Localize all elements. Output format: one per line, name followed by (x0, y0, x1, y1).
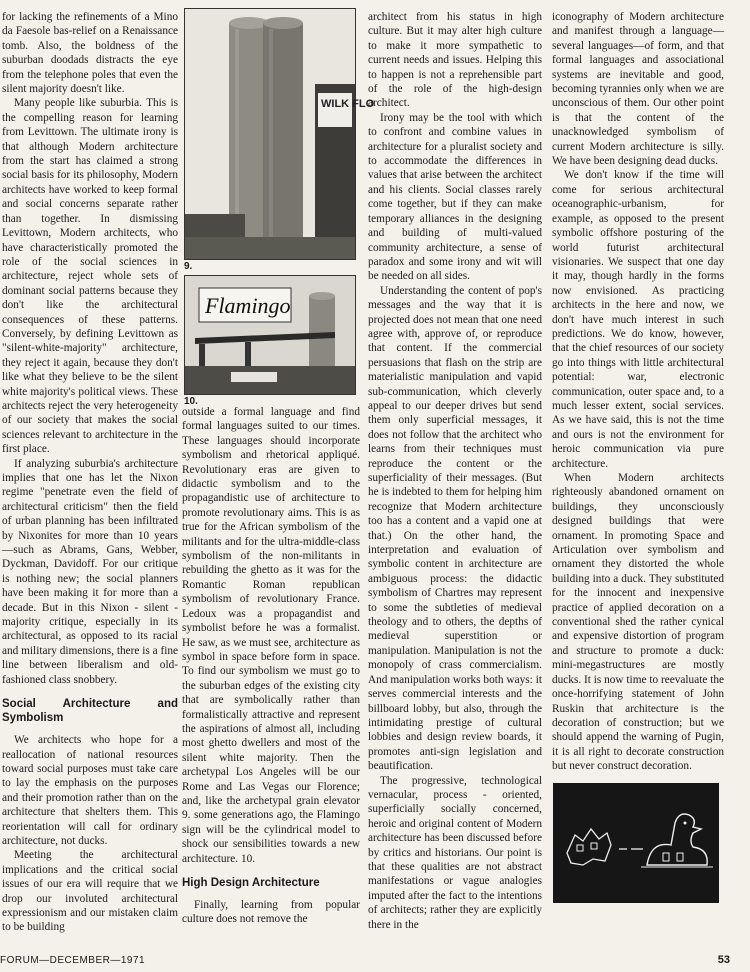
column-4 (552, 10, 724, 774)
duck-drawing-figure (553, 783, 719, 903)
flamingo-sign-text: Flamingo (205, 293, 291, 318)
paragraph: iconography of Modern architecture and manifest through a language—several languages—of form, and that formal languages and associational systems are inevitable and good, becoming tyrannies only when we are unconscious of them. Our other point is that the content of the unacknowledged symbolism of current Modern architecture is silly. We have been designing dead ducks. (552, 11, 724, 168)
paragraph: Meeting the architectural implications and the critical social issues of our era will require that we drop our involuted architectural expressionism and our mistaken claim to be building (2, 849, 178, 934)
duck-and-shed-illustration (553, 783, 719, 903)
figure-10-label: 10. (184, 396, 198, 407)
page-number: 53 (717, 954, 730, 966)
paragraph: for lacking the refinements of a Mino da Faesole bas-relief on a Renaissance tomb. Also, the boldness of the suburban doodads distracts the eye from the telephone poles that even the silent majority doesn't like. (2, 11, 178, 96)
paragraph: The progressive, technological vernacular, process - oriented, superficially socially concerned, heroic and original content of Modern architecture has been discussed before by critics and historians. Our point is that these qualities are not abstract manifestations or vague analogies imputed after the fact to the intentions of architects; rather they are explicitly there in the (368, 774, 542, 931)
magazine-issue: FORUM—DECEMBER—1971 (0, 955, 146, 966)
column-1 (2, 10, 178, 935)
grain-elevator-photo (184, 8, 375, 260)
paragraph: Many people like suburbia. This is the compelling reason for learning from Levittown. The ultimate irony is that although Modern architecture from the start has claimed a strong social basis for its philosophy, Modern architects have worked to keep formal and social concerns separate rather than together. In dismissing Levittown, Modern architects, who have characteristically promoted the role of the social sciences in architecture, reject whole sets of dominant social patterns because they don't like the architectural consequences of these patterns. Conversely, by defining Levittown as "silent-white-majority" architecture, they reject it again, because they don't like what they believe to be the silent white majority's political views. These architects reject the very heterogeneity of our society that makes the social sciences relevant to architecture in the first place. (2, 97, 178, 456)
flamingo-illustration (185, 276, 355, 394)
paragraph: When Modern architects righteously abandoned ornament on buildings, they unconsciously designed buildings that were ornament. In promoting Space and Articulation over symbolism and ornament they distorted the whole building into a duck. They substituted for the innocent and inexpensive practice of applied decoration on a conventional shed the rather cynical and expensive distortion of program and structure to promote a duck: mini-megastructures are mostly ducks. It is now time to reevaluate the once-horrifying statement of John Ruskin that architecture is the decoration of construction; but we should append the warning of Pugin, it is all right to decorate construction but never construct decoration. (552, 472, 724, 773)
paragraph: Understanding the content of pop's messages and the way that it is projected does not mean that one need agree with, approve of, or reproduce that content. If the commercial persuasions that flash on the strip are materialistic manipulation and vapid sub-communication, which cleverly appeal to our deeper drives but send them only superficial messages, it does not follow that the architect who learns from their techniques must reproduce the content or the superficiality of their messages. (But he is indebted to them for helping him recognize that Modern architecture too has a content and a vapid one at that.) On the other hand, the interpretation and evaluation of symbolic content in architecture are ambiguous process: the didactic symbolism of Chartres may represent to some the subtleties of medieval theology and to others, the depths of medieval superstition or manipulation. Manipulation is not the monopoly of crass commercialism. And manipulation works both ways: it serves commercial interests and the billboard lobby, but also, through the intimidating prestige of cultural lobbies and design review boards, it promotes anti-sign legislation and beautification. (368, 284, 542, 773)
paragraph: Finally, learning from popular culture does not remove the (182, 899, 360, 926)
grain-elevator-illustration (185, 9, 375, 259)
section-heading: High Design Architecture (182, 877, 320, 889)
paragraph: If analyzing suburbia's architecture implies that one has let the Nixon regime "penetrate even the field of architectural criticism" then the field of urban planning has been infiltrated by Nixonites for more than 10 years —such as Abrams, Gans, Webber, Dyckman, Davidoff. For our critique is nothing new; the social planners have been making it for more than a decade. But in this Nixon - silent - majority critique, especially in its architectural, as opposed to its racial and military dimensions, there is a fine line between liberalism and old-fashioned class snobbery. (2, 457, 179, 686)
section-heading: Social Architecture and Symbolism (2, 698, 178, 725)
paragraph: outside a formal language and find formal languages suited to our times. These languages should incorporate symbolism and rhetorical appliqué. Revolutionary eras are given to didactic symbolism and to the propagandistic use of architecture to promote revolutionary aims. This is as true for the African symbolism of the militants and for the ultra-middle-class symbolism of the non-militants in rebuilding the ghetto as it was for the Romantic Roman republican symbolism of revolutionary France. Ledoux was a propagandist and symbolist before he was a formalist. He saw, as we must see, architecture as symbol in space before form in space. To find our symbolism we must go to the suburban edges of the existing city that are symbolically rather than formalistically attractive and represent the aspirations of almost all, including most ghetto dwellers and most of the silent white majority. Then the archetypal Los Angeles will be our Rome and Las Vegas our Florence; and, like the archetypal grain elevator 9. some generations ago, the Flamingo sign will be the cylindrical model to shock our sensibilities towards a new architecture. 10. (182, 406, 360, 865)
column-3 (368, 10, 542, 932)
paragraph: We don't know if the time will come for serious architectural oceanographic-urbanism, for example, as opposed to the present symbolic offshore posturing of the world futurist architectural visionaries. We suspect that one day it may, though hardly in the forms now envisioned. As practicing architects in the here and now, we don't have much interest in such predictions. We do know, however, that the chief resources of our society go into things with little architectural potential: war, electronic communication, outer space and, to a much lesser extent, social services. As we have said, this is not the time and ours is not the environment for heroic communication via pure architecture. (552, 169, 724, 470)
paragraph: Irony may be the tool with which to confront and combine values in architecture for a pluralist society and to accommodate the differences in values that arise between the architect and his clients. Social classes rarely come together, but if they can make temporary alliances in the designing and building of multi-valued community architecture, a sense of paradox and some irony and wit will be needed on all sides. (368, 111, 542, 283)
flamingo-sign-photo (184, 275, 356, 395)
paragraph: We architects who hope for a reallocation of national resources toward social purposes must take care to lay the emphasis on the purposes and their promotion rather than on the architecture that shelters them. This reorientation will call for ordinary architecture, not ducks. (2, 734, 178, 847)
paragraph: architect from his status in high culture. But it may alter high culture to make it more sympathetic to current needs and issues. Helping this to happen is not a reprehensible part of the role of the high-design architect. (368, 11, 542, 110)
figure-9-label: 9. (184, 261, 193, 272)
tower-sign-text: WILK FLO (321, 98, 375, 110)
